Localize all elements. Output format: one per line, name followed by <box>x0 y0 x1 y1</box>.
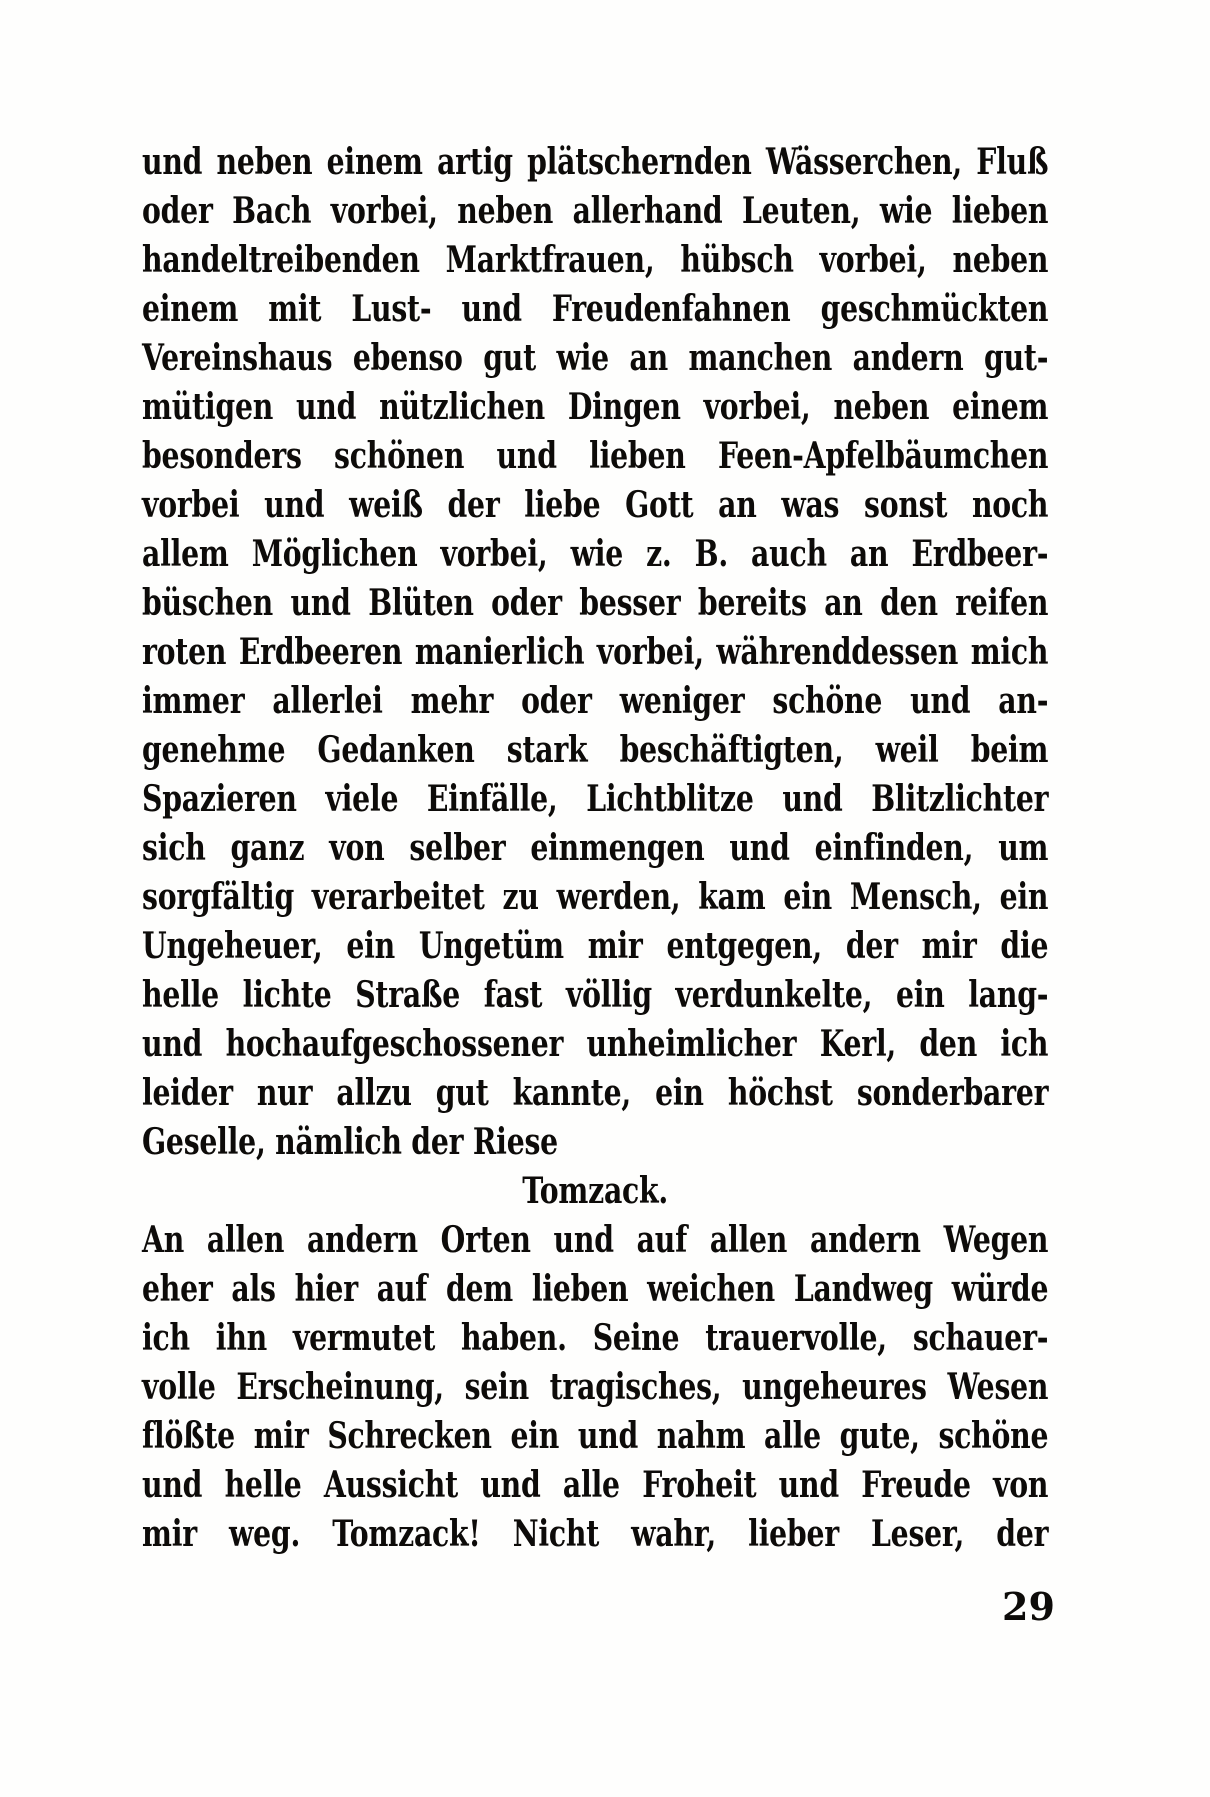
text-line: und hochaufgeschossener unheimlicher Kerl, den ich <box>142 1023 1049 1065</box>
text-line: vorbei und weiß der liebe Gott an was sonst noch <box>142 484 1049 526</box>
text-line: immer allerlei mehr oder weniger schöne und an- <box>142 680 1049 722</box>
text-line: besonders schönen und lieben Feen-Apfelbäumchen <box>142 435 1049 477</box>
text-line: und neben einem artig plätschernden Wässerchen, Fluß <box>142 141 1049 183</box>
text-line: helle lichte Straße fast völlig verdunkelte, ein lang- <box>142 974 1049 1016</box>
text-line: büschen und Blüten oder besser bereits an den reifen <box>142 582 1049 624</box>
text-line: eher als hier auf dem lieben weichen Landweg würde <box>142 1268 1049 1310</box>
text-line: volle Erscheinung, sein tragisches, ungeheures Wesen <box>142 1366 1049 1408</box>
text-line: ich ihn vermutet haben. Seine trauervolle, schauer- <box>142 1317 1049 1359</box>
text-line: Tomzack. <box>522 1170 669 1212</box>
text-line: leider nur allzu gut kannte, ein höchst sonderbarer <box>142 1072 1049 1114</box>
text-line: sorgfältig verarbeitet zu werden, kam ein Mensch, ein <box>142 876 1049 918</box>
text-line: mütigen und nützlichen Dingen vorbei, neben einem <box>142 386 1049 428</box>
text-line: einem mit Lust- und Freudenfahnen geschmückten <box>142 288 1049 330</box>
text-line: flößte mir Schrecken ein und nahm alle gute, schöne <box>142 1415 1049 1457</box>
text-block <box>142 138 1048 1559</box>
text-line: mir weg. Tomzack! Nicht wahr, lieber Leser, der <box>142 1513 1049 1555</box>
text-line: Ungeheuer, ein Ungetüm mir entgegen, der mir die <box>142 925 1049 967</box>
text-line: oder Bach vorbei, neben allerhand Leuten, wie lieben <box>142 190 1049 232</box>
text-line: und helle Aussicht und alle Froheit und Freude von <box>142 1464 1049 1506</box>
page-number: 29 <box>1002 1584 1055 1629</box>
text-line: genehme Gedanken stark beschäftigten, weil beim <box>142 729 1049 771</box>
text-line: handeltreibenden Marktfrauen, hübsch vorbei, neben <box>142 239 1049 281</box>
text-line: roten Erdbeeren manierlich vorbei, währenddessen mich <box>142 631 1049 673</box>
text-line: An allen andern Orten und auf allen andern Wegen <box>142 1219 1049 1261</box>
text-line: sich ganz von selber einmengen und einfinden, um <box>142 827 1049 869</box>
text-line: Vereinshaus ebenso gut wie an manchen andern gut- <box>142 337 1049 379</box>
text-line: Spazieren viele Einfälle, Lichtblitze und Blitzlichter <box>142 778 1049 820</box>
text-line: allem Möglichen vorbei, wie z. B. auch an Erdbeer- <box>142 533 1049 575</box>
text-line: Geselle, nämlich der Riese <box>142 1121 558 1163</box>
